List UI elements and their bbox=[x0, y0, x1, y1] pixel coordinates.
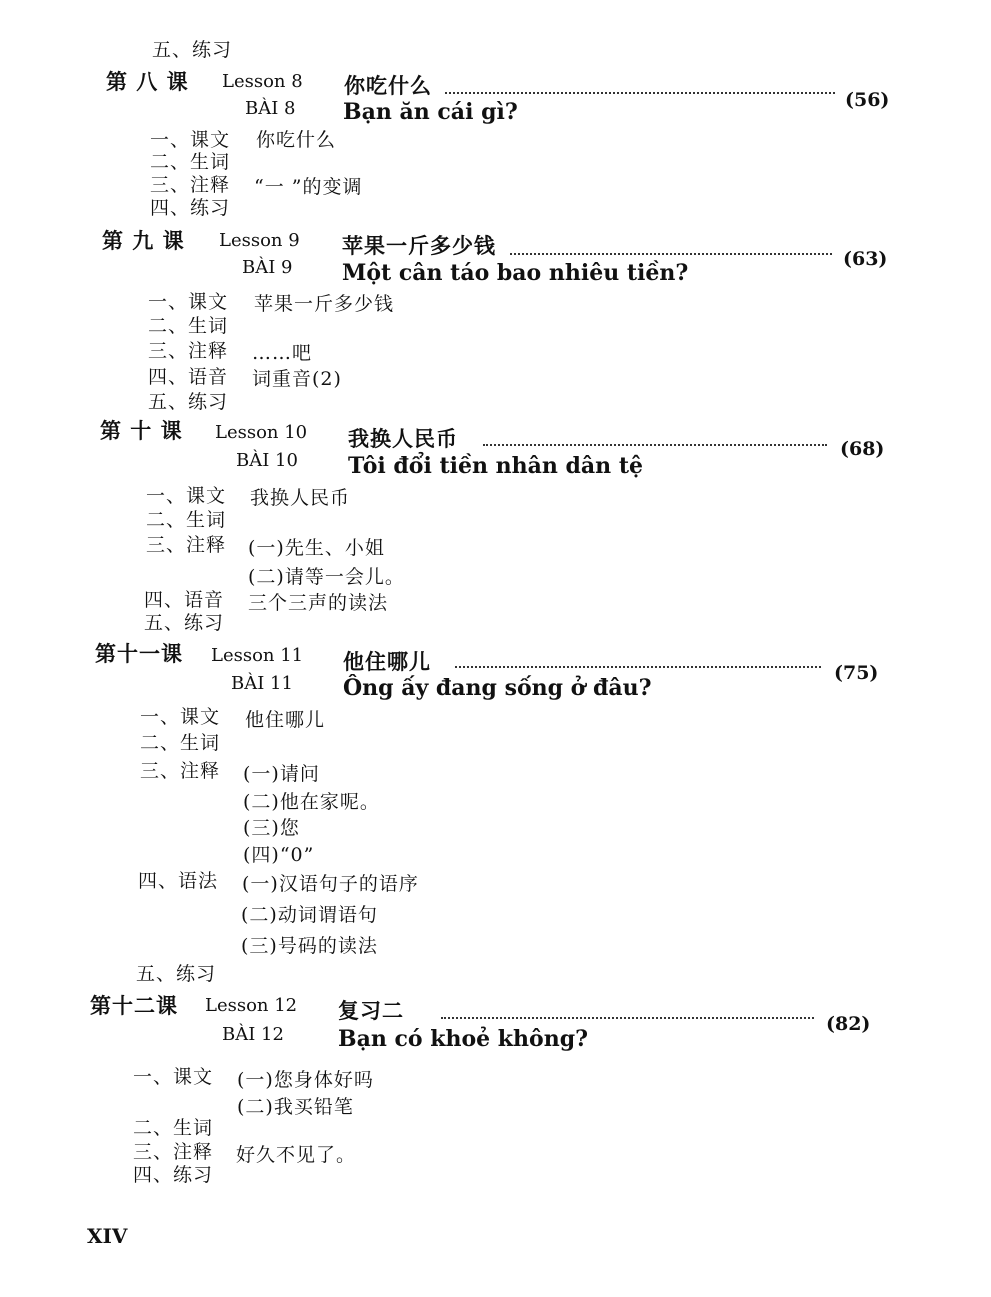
bai-label: BÀI 8 bbox=[245, 98, 296, 119]
toc-item-text: “一 ”的变调 bbox=[254, 176, 363, 198]
page-reference: (56) bbox=[845, 89, 890, 111]
page-reference: (68) bbox=[840, 438, 885, 460]
toc-item-text: (一)请问 bbox=[243, 763, 320, 785]
toc-item-label: 三、注释 bbox=[133, 1141, 214, 1163]
leader-dots bbox=[441, 1017, 814, 1019]
toc-item-text: (二)他在家呢。 bbox=[243, 791, 380, 813]
page-number: XIV bbox=[87, 1224, 128, 1248]
lesson-label: Lesson 12 bbox=[205, 995, 298, 1016]
leader-dots bbox=[483, 444, 827, 446]
toc-item-text: 三个三声的读法 bbox=[248, 592, 389, 614]
toc-item-label: 一、课文 bbox=[148, 291, 229, 313]
chapter-label: 第 十 课 bbox=[100, 418, 183, 443]
toc-item-label: 二、生词 bbox=[150, 151, 231, 173]
lesson-vietnamese-title: Bạn ăn cái gì? bbox=[343, 99, 518, 125]
lesson-label: Lesson 11 bbox=[211, 645, 304, 666]
toc-item-label: 三、注释 bbox=[148, 340, 229, 362]
lesson-chinese-title: 复习二 bbox=[338, 998, 404, 1023]
lesson-label: Lesson 9 bbox=[219, 230, 300, 251]
toc-item-text: (一)汉语句子的语序 bbox=[242, 873, 419, 895]
lesson-chinese-title: 他住哪儿 bbox=[343, 649, 431, 674]
page-reference: (75) bbox=[834, 662, 879, 684]
toc-item-label: 五、练习 bbox=[148, 391, 229, 413]
toc-item-text: 苹果一斤多少钱 bbox=[254, 293, 395, 315]
toc-item-text: 他住哪儿 bbox=[245, 709, 326, 731]
toc-item-text: (二)请等一会儿。 bbox=[248, 566, 405, 588]
toc-item-label: 一、课文 bbox=[140, 706, 221, 728]
toc-item-label: 一、课文 bbox=[150, 129, 231, 151]
toc-item-text: ……吧 bbox=[252, 342, 313, 364]
toc-item-label: 五、练习 bbox=[152, 39, 233, 61]
toc-item-label: 四、练习 bbox=[150, 197, 231, 219]
lesson-vietnamese-title: Một cân táo bao nhiêu tiền? bbox=[342, 260, 689, 286]
toc-item-label: 二、生词 bbox=[140, 732, 221, 754]
toc-item-text: (一)您身体好吗 bbox=[237, 1069, 374, 1091]
leader-dots bbox=[455, 666, 821, 668]
leader-dots bbox=[510, 253, 832, 255]
toc-item-label: 二、生词 bbox=[133, 1117, 214, 1139]
toc-item-label: 二、生词 bbox=[148, 315, 229, 337]
lesson-label: Lesson 8 bbox=[222, 71, 303, 92]
lesson-chinese-title: 苹果一斤多少钱 bbox=[342, 233, 496, 258]
toc-item-label: 四、练习 bbox=[133, 1164, 214, 1186]
lesson-chinese-title: 我换人民币 bbox=[348, 426, 458, 451]
toc-item-label: 一、课文 bbox=[133, 1066, 214, 1088]
lesson-vietnamese-title: Ông ấy đang sống ở đâu? bbox=[343, 675, 652, 701]
toc-item-text: (二)动词谓语句 bbox=[241, 904, 378, 926]
toc-item-label: 四、语法 bbox=[138, 870, 219, 892]
toc-item-text: 我换人民币 bbox=[250, 487, 351, 509]
lesson-label: Lesson 10 bbox=[215, 422, 308, 443]
chapter-label: 第 八 课 bbox=[106, 69, 189, 94]
chapter-label: 第十一课 bbox=[95, 641, 183, 666]
chapter-label: 第十二课 bbox=[90, 993, 178, 1018]
leader-dots bbox=[445, 92, 835, 94]
toc-item-text: 你吃什么 bbox=[256, 129, 337, 151]
toc-item-text: 词重音(2) bbox=[252, 368, 342, 390]
bai-label: BÀI 9 bbox=[242, 257, 293, 278]
bai-label: BÀI 12 bbox=[222, 1024, 284, 1045]
toc-item-text: (二)我买铅笔 bbox=[237, 1096, 354, 1118]
page-reference: (63) bbox=[843, 248, 888, 270]
toc-item-label: 五、练习 bbox=[144, 612, 225, 634]
toc-item-label: 二、生词 bbox=[146, 509, 227, 531]
chapter-label: 第 九 课 bbox=[102, 228, 185, 253]
toc-item-text: (四)“0” bbox=[243, 844, 315, 866]
toc-item-label: 四、语音 bbox=[144, 589, 225, 611]
toc-item-label: 一、课文 bbox=[146, 485, 227, 507]
toc-item-text: 好久不见了。 bbox=[236, 1144, 357, 1166]
lesson-vietnamese-title: Tôi đổi tiền nhân dân tệ bbox=[348, 453, 643, 479]
toc-item-label: 三、注释 bbox=[146, 534, 227, 556]
lesson-vietnamese-title: Bạn có khoẻ không? bbox=[338, 1026, 588, 1052]
bai-label: BÀI 10 bbox=[236, 450, 298, 471]
bai-label: BÀI 11 bbox=[231, 673, 293, 694]
toc-item-label: 四、语音 bbox=[148, 366, 229, 388]
toc-item-label: 三、注释 bbox=[140, 760, 221, 782]
toc-item-label: 五、练习 bbox=[136, 963, 217, 985]
page-reference: (82) bbox=[826, 1013, 871, 1035]
toc-item-label: 三、注释 bbox=[150, 174, 231, 196]
lesson-chinese-title: 你吃什么 bbox=[344, 73, 432, 98]
toc-item-text: (三)号码的读法 bbox=[241, 935, 378, 957]
toc-item-text: (一)先生、小姐 bbox=[248, 537, 385, 559]
toc-item-text: (三)您 bbox=[243, 817, 300, 839]
